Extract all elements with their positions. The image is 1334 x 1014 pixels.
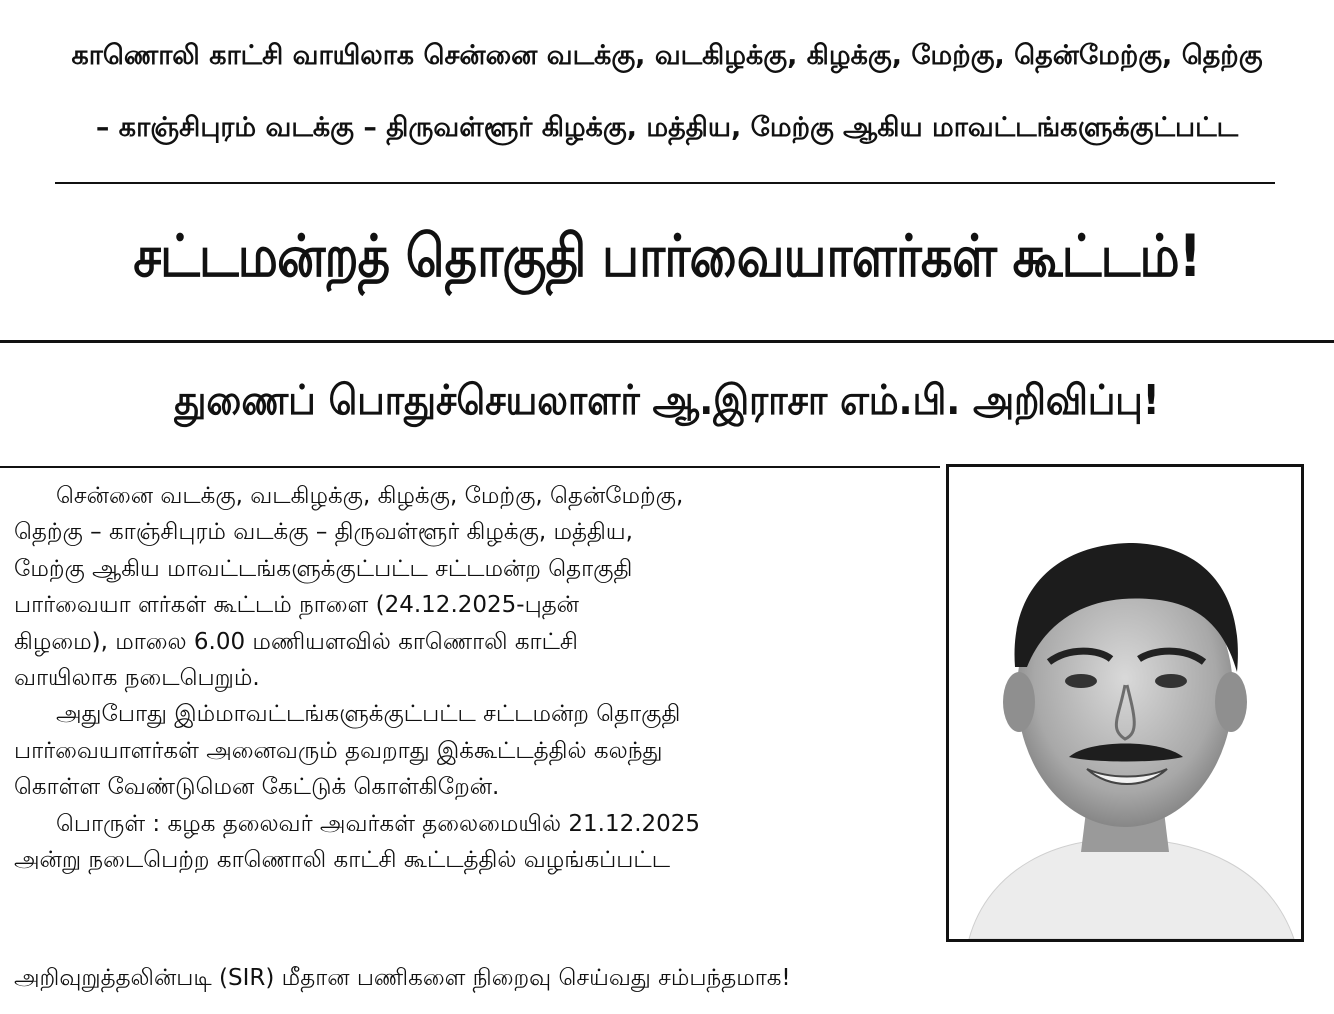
divider: [0, 340, 1334, 343]
body-line: பொருள் : கழக தலைவர் அவர்கள் தலைமையில் 21.12.2025: [56, 810, 701, 837]
divider: [0, 466, 940, 468]
body-line: பார்வையா ளர்கள் கூட்டம் நாளை (24.12.2025-புதன்: [14, 592, 579, 619]
portrait-image: [949, 467, 1301, 939]
headline: சட்டமன்றத் தொகுதி பார்வையாளர்கள் கூட்டம்!: [133, 222, 1201, 290]
body-line: கிழமை), மாலை 6.00 மணியளவில் காணொலி காட்சி: [14, 628, 578, 655]
body-text: [14, 478, 926, 878]
body-line: வாயிலாக நடைபெறும்.: [14, 665, 260, 692]
body-line: கொள்ள வேண்டுமென கேட்டுக் கொள்கிறேன்.: [14, 774, 500, 801]
subtitle-line-2: – காஞ்சிபுரம் வடக்கு – திருவள்ளூர் கிழக்கு, மத்திய, மேற்கு ஆகிய மாவட்டங்களுக்குட்பட்ட: [95, 112, 1239, 143]
body-line: பார்வையாளர்கள் அனைவரும் தவறாது இக்கூட்டத்தில் கலந்து: [14, 737, 663, 764]
divider: [55, 182, 1275, 184]
byline: துணைப் பொதுச்செயலாளர் ஆ.இராசா எம்.பி. அறிவிப்பு!: [174, 376, 1160, 424]
footer-line: அறிவுறுத்தலின்படி (SIR) மீதான பணிகளை நிறைவு செய்வது சம்பந்தமாக!: [14, 965, 791, 991]
body-line: அதுபோது இம்மாவட்டங்களுக்குட்பட்ட சட்டமன்ற தொகுதி: [56, 701, 681, 728]
subtitle-line-1: காணொலி காட்சி வாயிலாக சென்னை வடக்கு, வடகிழக்கு, கிழக்கு, மேற்கு, தென்மேற்கு, தெற்கு: [71, 40, 1263, 71]
body-line: தெற்கு – காஞ்சிபுரம் வடக்கு – திருவள்ளூர் கிழக்கு, மத்திய,: [14, 519, 633, 546]
body-line: அன்று நடைபெற்ற காணொலி காட்சி கூட்டத்தில் வழங்கப்பட்ட: [14, 847, 671, 874]
body-line: மேற்கு ஆகிய மாவட்டங்களுக்குட்பட்ட சட்டமன்ற தொகுதி: [14, 555, 633, 582]
portrait-photo: [946, 464, 1304, 942]
body-line: சென்னை வடக்கு, வடகிழக்கு, கிழக்கு, மேற்கு, தென்மேற்கு,: [56, 483, 684, 509]
